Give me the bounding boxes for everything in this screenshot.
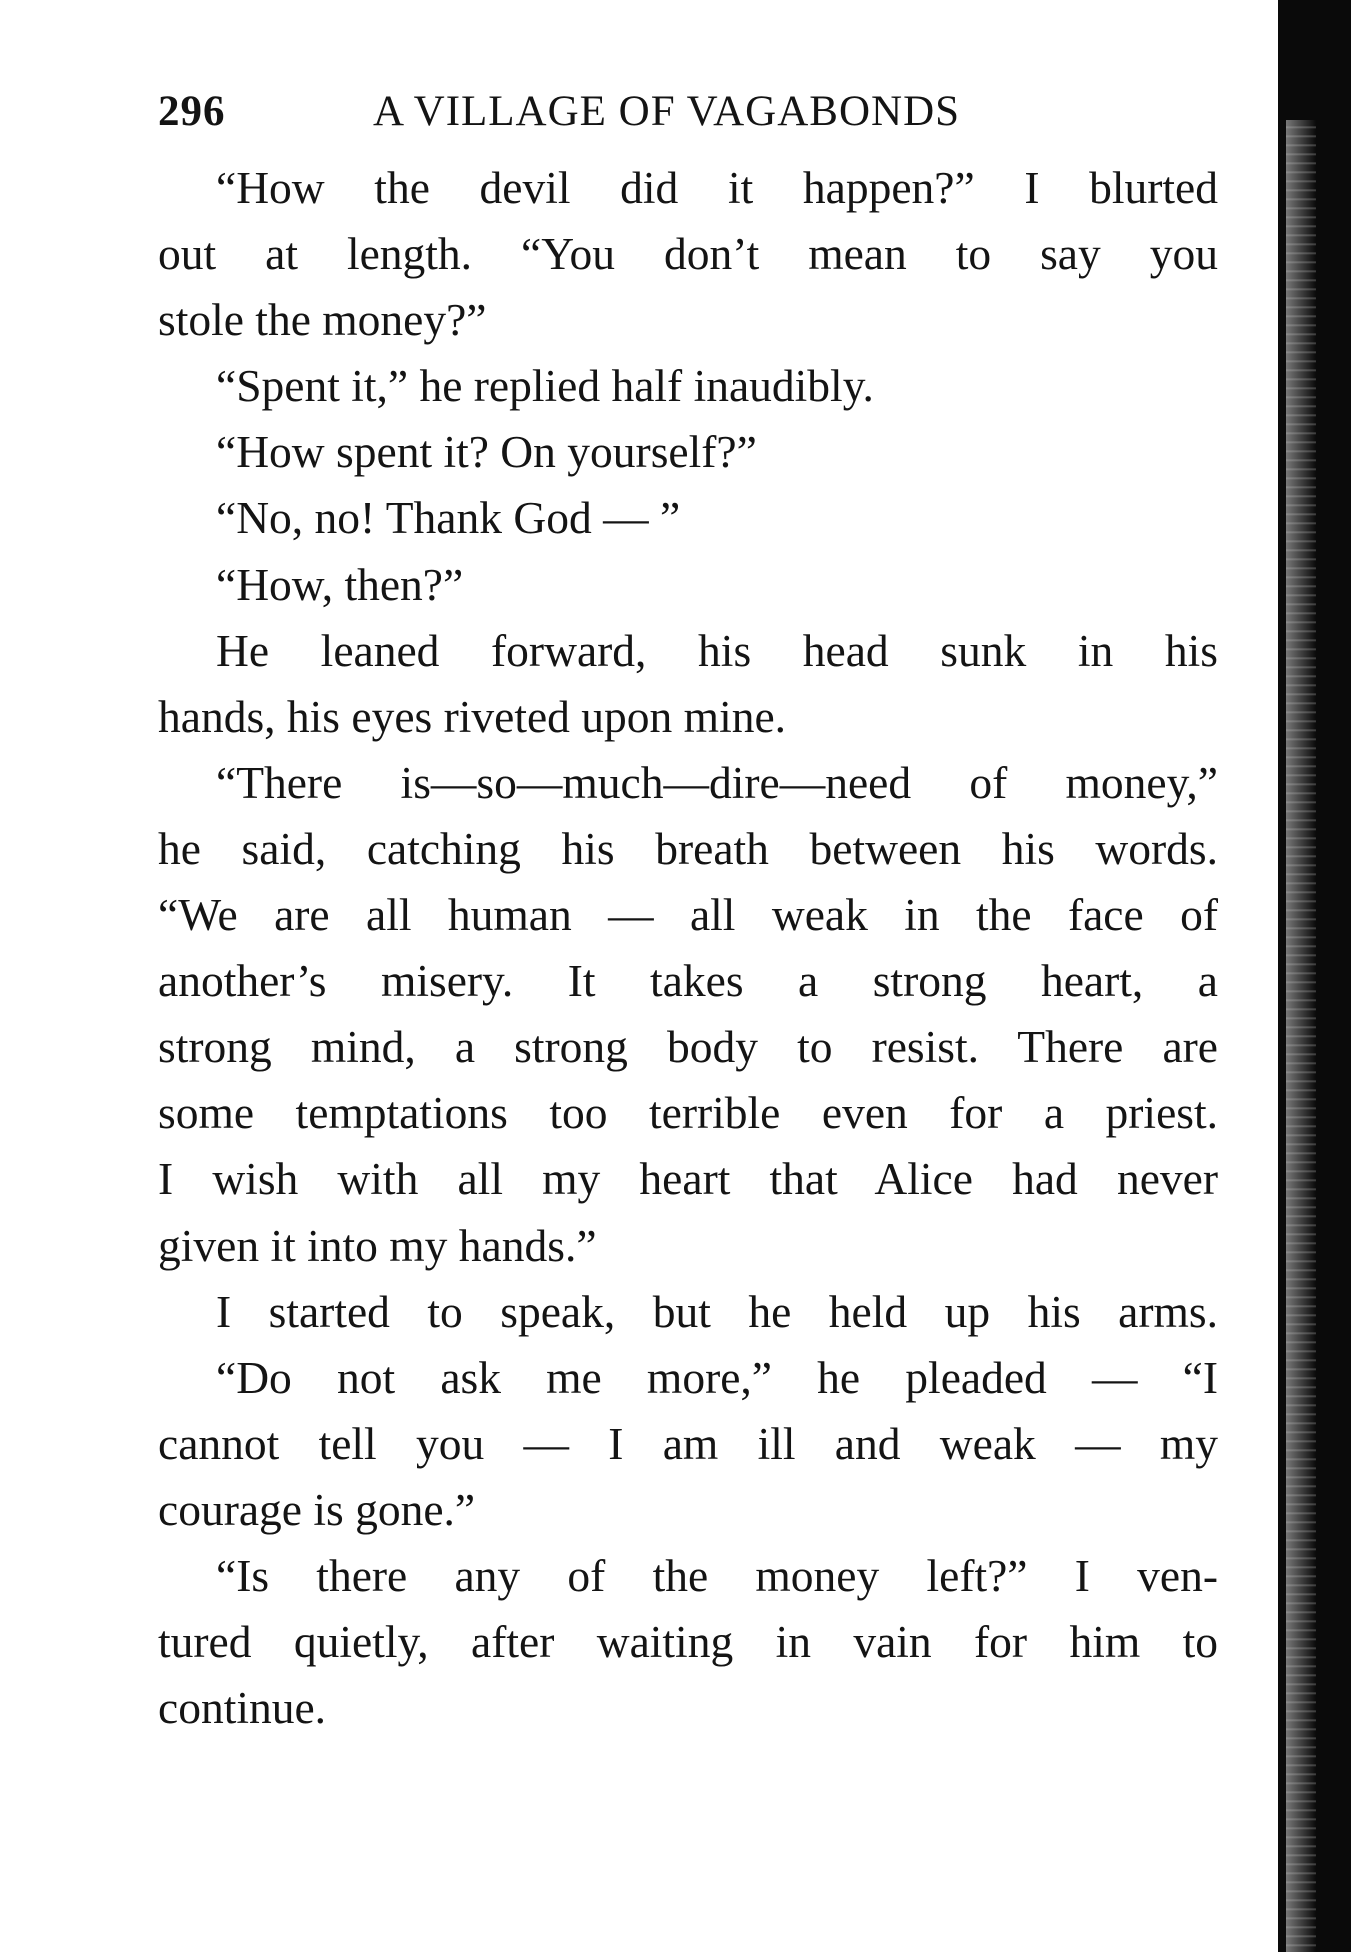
text-line: he said, catching his breath between his words. [158, 822, 1218, 874]
text-line: I wish with all my heart that Alice had never [158, 1153, 1218, 1205]
text-line: strong mind, a strong body to resist. There are [158, 1021, 1218, 1073]
text-line: I started to speak, but he held up his arms. [216, 1285, 1218, 1337]
text-line: “We are all human — all weak in the face of [158, 889, 1218, 941]
page-number: 296 [158, 88, 226, 135]
text-line: “How spent it? On yourself?” [216, 426, 757, 478]
running-title: A VILLAGE OF VAGABONDS [373, 88, 961, 135]
body-text [158, 155, 1218, 1741]
text-line: “How the devil did it happen?” I blurted [216, 162, 1218, 213]
text-line: another’s misery. It takes a strong heart, a [158, 955, 1218, 1007]
text-line: stole the money?” [158, 294, 487, 346]
text-line: “There is—so—much—dire—need of money,” [216, 756, 1218, 808]
text-line: cannot tell you — I am ill and weak — my [158, 1417, 1218, 1469]
text-line: hands, his eyes riveted upon mine. [158, 690, 787, 742]
text-line: some temptations too terrible even for a priest. [158, 1087, 1218, 1139]
text-line: continue. [158, 1682, 327, 1734]
text-line: “Do not ask me more,” he pleaded — “I [216, 1351, 1218, 1403]
text-line: given it into my hands.” [158, 1219, 597, 1271]
text-line: “How, then?” [216, 558, 464, 610]
text-line: “Spent it,” he replied half inaudibly. [216, 360, 874, 412]
text-line: He leaned forward, his head sunk in his [216, 624, 1218, 676]
text-line: “Is there any of the money left?” I ven- [216, 1549, 1218, 1601]
text-line: courage is gone.” [158, 1483, 476, 1535]
text-line: “No, no! Thank God — ” [216, 492, 681, 544]
text-line: out at length. “You don’t mean to say you [158, 228, 1218, 280]
page-header [158, 82, 1218, 142]
text-line: tured quietly, after waiting in vain for him to [158, 1616, 1218, 1668]
page-edge-texture [1286, 120, 1316, 1952]
